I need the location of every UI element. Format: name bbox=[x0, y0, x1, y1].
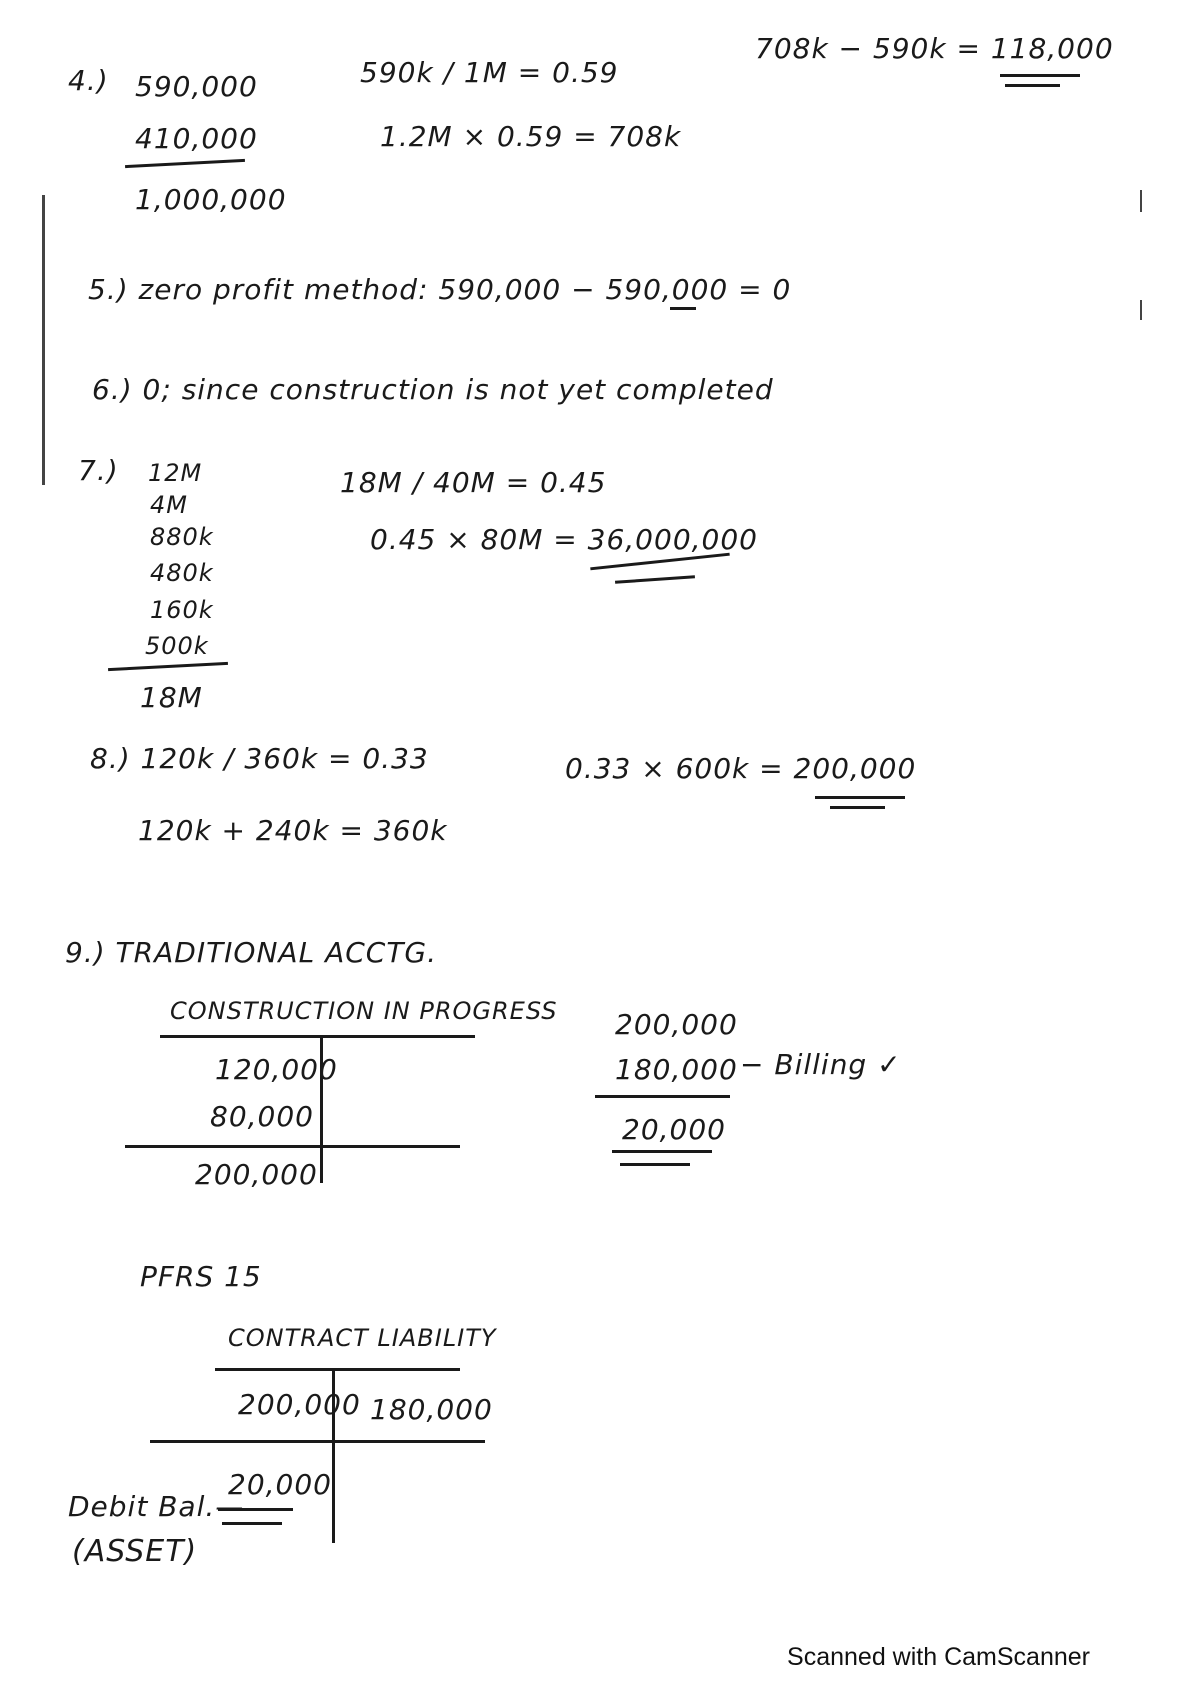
q8-result-underline bbox=[830, 806, 885, 809]
cip-top-line bbox=[160, 1035, 475, 1038]
q4-result-underline bbox=[1005, 84, 1060, 87]
q7-item-6: 500k bbox=[145, 632, 209, 660]
q8-calc-ratio: 8.) 120k / 360k = 0.33 bbox=[90, 742, 429, 775]
q9-side-result-underline bbox=[612, 1150, 712, 1153]
asset-label: (ASSET) bbox=[72, 1534, 198, 1569]
q7-item-3: 880k bbox=[150, 523, 214, 551]
cl-debit: 200,000 bbox=[238, 1388, 361, 1421]
cip-title: CONSTRUCTION IN PROGRESS bbox=[170, 997, 558, 1025]
debit-balance-label: Debit Bal.— bbox=[68, 1490, 245, 1523]
cip-total: 200,000 bbox=[195, 1158, 318, 1191]
q7-item-4: 480k bbox=[150, 559, 214, 587]
q7-item-2: 4M bbox=[150, 491, 188, 519]
q9-side-value-1: 200,000 bbox=[615, 1008, 738, 1041]
q5-result-underline bbox=[670, 307, 696, 310]
q7-total: 18M bbox=[140, 681, 203, 714]
cl-balance: 20,000 bbox=[228, 1468, 332, 1501]
pfrs-label: PFRS 15 bbox=[140, 1260, 262, 1293]
q7-calc-revenue: 0.45 × 80M = 36,000,000 bbox=[370, 523, 758, 556]
cip-total-line bbox=[125, 1145, 460, 1148]
cip-debit-2: 80,000 bbox=[210, 1100, 314, 1133]
cl-credit: 180,000 bbox=[370, 1393, 493, 1426]
cip-debit-1: 120,000 bbox=[215, 1053, 338, 1086]
q4-sum-line bbox=[125, 159, 245, 168]
q4-calc-revenue: 1.2M × 0.59 = 708k bbox=[380, 120, 682, 153]
scan-edge-mark bbox=[1140, 190, 1142, 212]
q6-answer: 6.) 0; since construction is not yet completed bbox=[92, 373, 774, 406]
q8-calc-revenue: 0.33 × 600k = 200,000 bbox=[565, 752, 917, 785]
q5-answer: 5.) zero profit method: 590,000 − 590,000 = 0 bbox=[88, 273, 792, 306]
q4-calc-ratio: 590k / 1M = 0.59 bbox=[360, 56, 619, 89]
q7-item-1: 12M bbox=[148, 459, 203, 487]
camscanner-watermark: Scanned with CamScanner bbox=[787, 1643, 1090, 1671]
q7-calc-ratio: 18M / 40M = 0.45 bbox=[340, 466, 607, 499]
q9-billing-note: − Billing ✓ bbox=[740, 1048, 902, 1081]
q7-sum-line bbox=[108, 662, 228, 671]
q9-side-result: 20,000 bbox=[622, 1113, 726, 1146]
scan-edge-mark bbox=[42, 195, 45, 485]
q7-result-underline bbox=[615, 575, 695, 584]
q9-side-result-underline bbox=[620, 1163, 690, 1166]
q9-side-sum-line bbox=[595, 1095, 730, 1098]
q7-item-5: 160k bbox=[150, 596, 214, 624]
q7-number: 7.) bbox=[78, 454, 119, 487]
q9-side-value-2: 180,000 bbox=[615, 1053, 738, 1086]
contract-liability-title: CONTRACT LIABILITY bbox=[228, 1324, 497, 1352]
cl-top-line bbox=[215, 1368, 460, 1371]
q8-calc-sum: 120k + 240k = 360k bbox=[138, 814, 448, 847]
scan-edge-mark bbox=[1140, 300, 1142, 320]
q4-total: 1,000,000 bbox=[135, 183, 287, 216]
q4-value-1: 590,000 bbox=[135, 70, 258, 103]
q4-result-underline bbox=[1000, 74, 1080, 77]
q4-value-2: 410,000 bbox=[135, 122, 258, 155]
q4-number: 4.) bbox=[68, 64, 109, 97]
cl-total-line bbox=[150, 1440, 485, 1443]
q4-calc-difference: 708k − 590k = 118,000 bbox=[755, 32, 1114, 65]
q8-result-underline bbox=[815, 796, 905, 799]
q9-heading: 9.) TRADITIONAL ACCTG. bbox=[65, 936, 438, 969]
